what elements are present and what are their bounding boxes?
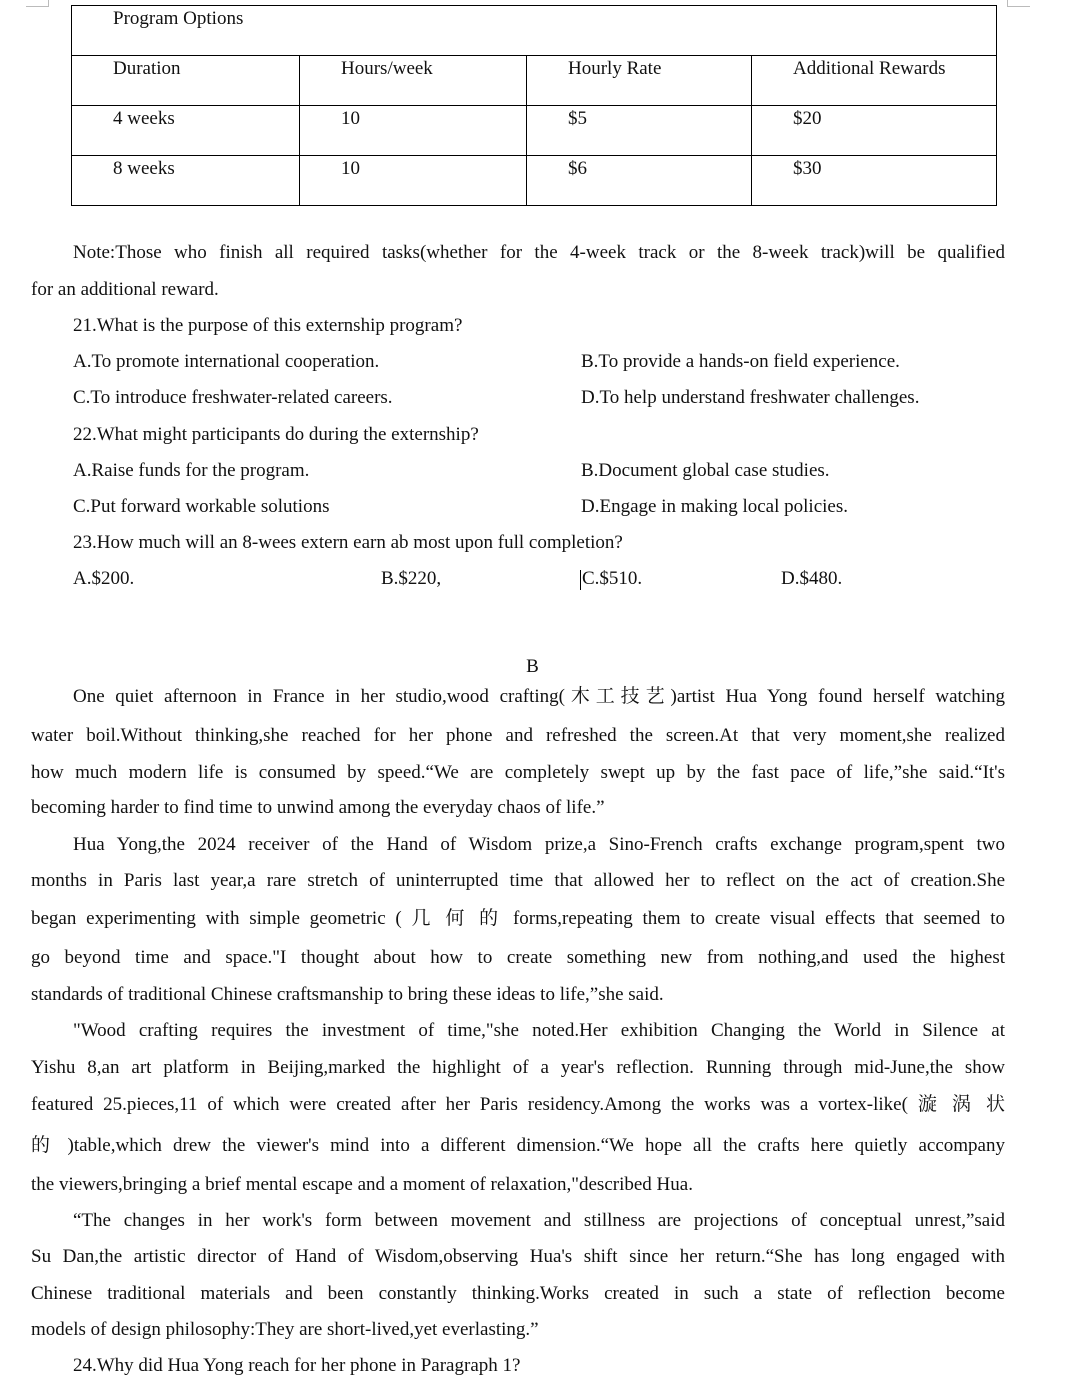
- passage-line: models of design philosophy:They are short-lived,yet everlasting.”: [31, 1319, 539, 1340]
- passage-line: featured 25.pieces,11 of which were created after her Paris residency.Among the works was a vortex-like( 漩 涡 状: [31, 1094, 1005, 1115]
- table-title: Program Options: [72, 6, 997, 56]
- passage-line: "Wood crafting requires the investment of time,"she noted.Her exhibition Changing the World in Silence at: [73, 1020, 1005, 1041]
- program-options-table: [71, 5, 997, 206]
- option-c: C.$510.: [582, 568, 643, 589]
- question-22: 22.What might participants do during the externship?: [73, 424, 479, 445]
- passage-line: becoming harder to find time to unwind among the everyday chaos of life.”: [31, 797, 605, 818]
- passage-line: Hua Yong,the 2024 receiver of the Hand of Wisdom prize,a Sino-French crafts exchange program,spent two: [73, 834, 1005, 855]
- option-c: C.Put forward workable solutions: [73, 496, 330, 517]
- table-header: Duration: [72, 56, 300, 106]
- table-row: [72, 106, 997, 156]
- page-corner-mark: [26, 0, 49, 7]
- option-b: B.To provide a hands-on field experience.: [581, 351, 900, 372]
- passage-line: Yishu 8,an art platform in Beijing,marked the highlight of a year's reflection. Running through mid-June,the show: [31, 1057, 1005, 1078]
- passage-line: began experimenting with simple geometric ( 几 何 的 forms,repeating them to create visual effects that seemed to: [31, 908, 1005, 929]
- passage-line: how much modern life is consumed by speed.“We are completely swept up by the fast pace of life,”she said.“It's: [31, 762, 1005, 783]
- option-a: A.Raise funds for the program.: [73, 460, 310, 481]
- table-cell: 8 weeks: [72, 156, 300, 206]
- table-cell: $6: [527, 156, 752, 206]
- table-cell: 4 weeks: [72, 106, 300, 156]
- option-d: D.To help understand freshwater challenges.: [581, 387, 920, 408]
- table-cell: 10: [300, 156, 527, 206]
- passage-line: Chinese traditional materials and been constantly thinking.Works created in such a state of reflection become: [31, 1283, 1005, 1304]
- passage-line: Su Dan,the artistic director of Hand of Wisdom,observing Hua's shift since her return.“She has long engaged with: [31, 1246, 1005, 1267]
- table-cell: $30: [752, 156, 997, 206]
- page-corner-mark: [1007, 0, 1030, 7]
- option-b: B.$220,: [381, 568, 442, 589]
- table-header: Additional Rewards: [752, 56, 997, 106]
- table-cell: 10: [300, 106, 527, 156]
- table-cell: $20: [752, 106, 997, 156]
- passage-line: water boil.Without thinking,she reached for her phone and refreshed the screen.At that very moment,she realized: [31, 725, 1005, 746]
- table-cell: $5: [527, 106, 752, 156]
- text-cursor: [580, 570, 581, 590]
- option-c-with-cursor[interactable]: [580, 561, 642, 597]
- section-heading: B: [526, 656, 539, 677]
- passage-line: 24.Why did Hua Yong reach for her phone in Paragraph 1?: [73, 1355, 521, 1376]
- question-21: 21.What is the purpose of this externship program?: [73, 315, 463, 336]
- passage-line: go beyond time and space."I thought about how to create something new from nothing,and used the highest: [31, 947, 1005, 968]
- passage-line: “The changes in her work's form between movement and stillness are projections of conceptual unrest,”said: [73, 1210, 1005, 1231]
- note-line: for an additional reward.: [31, 279, 219, 300]
- option-a: A.To promote international cooperation.: [73, 351, 380, 372]
- passage-line: One quiet afternoon in France in her studio,wood crafting(木工技艺)artist Hua Yong found herself watching: [73, 686, 1005, 707]
- option-d: D.$480.: [781, 568, 843, 589]
- table-header: Hours/week: [300, 56, 527, 106]
- passage-line: the viewers,bringing a brief mental escape and a moment of relaxation,"described Hua.: [31, 1174, 693, 1195]
- question-23: 23.How much will an 8-wees extern earn ab most upon full completion?: [73, 532, 623, 553]
- table-header-row: [72, 56, 997, 106]
- option-b: B.Document global case studies.: [581, 460, 830, 481]
- table-header: Hourly Rate: [527, 56, 752, 106]
- passage-line: standards of traditional Chinese craftsmanship to bring these ideas to life,”she said.: [31, 984, 664, 1005]
- note-line: Note:Those who finish all required tasks(whether for the 4-week track or the 8-week track)will be qualified: [73, 242, 1005, 263]
- passage-line: months in Paris last year,a rare stretch of uninterrupted time that allowed her to reflect on the act of creation.She: [31, 870, 1005, 891]
- passage-line: 的 )table,which drew the viewer's mind into a different dimension.“We hope all the crafts here quietly accompany: [31, 1135, 1005, 1156]
- table-row: [72, 156, 997, 206]
- option-a: A.$200.: [73, 568, 135, 589]
- option-c: C.To introduce freshwater-related careers.: [73, 387, 393, 408]
- option-d: D.Engage in making local policies.: [581, 496, 848, 517]
